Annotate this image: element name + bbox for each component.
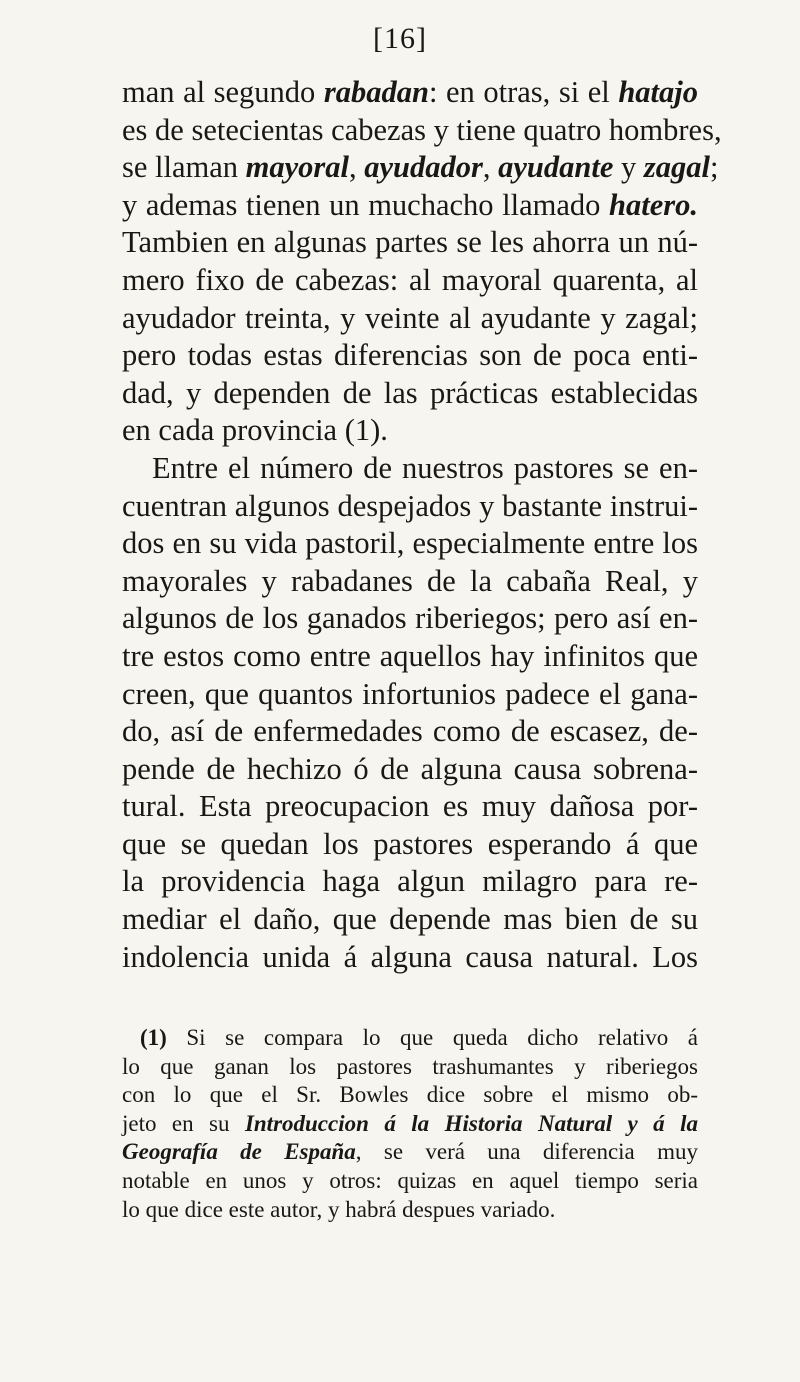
text-line: Tambien en algunas partes se les ahorra un nú- <box>122 225 698 260</box>
term-hatero: hatero. <box>609 187 698 222</box>
term-hatajo: hatajo <box>618 75 698 109</box>
text-line <box>122 74 698 112</box>
footnote-line <box>122 1110 698 1139</box>
text-run: y <box>613 150 644 185</box>
text-line: creen, que quantos infortunios padece el gana- <box>122 676 698 711</box>
text-line: dad, y dependen de las prácticas establecidas <box>122 375 698 410</box>
text-line: cuentran algunos despejados y bastante instrui- <box>122 488 698 523</box>
text-line <box>122 187 698 225</box>
term-ayudador: ayudador <box>364 150 483 185</box>
text-line: algunos de los ganados riberiegos; pero así en- <box>122 601 698 636</box>
text-run: : en otras, si el <box>428 75 619 109</box>
text-run: jeto en su <box>122 1110 245 1136</box>
text-line: la providencia haga algun milagro para re- <box>122 864 698 899</box>
text-line: en cada provincia (1). <box>122 413 388 448</box>
main-text <box>122 74 722 976</box>
footnote-line: lo que ganan los pastores trashumantes y riberiegos <box>122 1053 698 1079</box>
text-line: pende de hechizo ó de alguna causa sobrena- <box>122 751 698 786</box>
text-line: pero todas estas diferencias son de poca enti- <box>122 338 698 373</box>
footnote-marker: (1) <box>140 1025 167 1050</box>
text-run: Si se compara lo que queda dicho relativo á <box>166 1025 698 1050</box>
text-run: , <box>482 150 499 185</box>
footnote-line: notable en unos y otros: quizas en aquel tiempo seria <box>122 1167 698 1193</box>
text-line: que se quedan los pastores esperando á que <box>122 826 698 861</box>
text-run: man al segundo <box>122 75 324 109</box>
text-line: Entre el número de nuestros pastores se en- <box>152 450 698 485</box>
text-run: ; <box>709 150 719 185</box>
term-zagal: zagal <box>643 150 710 185</box>
text-run: , se verá una diferencia muy <box>355 1139 698 1165</box>
text-line: tural. Esta preocupacion es muy dañosa por- <box>122 789 698 824</box>
text-line: es de setecientas cabezas y tiene quatro hombres, <box>122 112 722 147</box>
page-number: [16] <box>373 22 427 55</box>
term-rabadan: rabadan <box>323 75 429 109</box>
footnote-line: lo que dice este autor, y habrá despues variado. <box>122 1196 556 1222</box>
text-line: ayudador treinta, y veinte al ayudante y zagal; <box>122 300 698 335</box>
text-line: mayorales y rabadanes de la cabaña Real, y <box>122 563 698 598</box>
book-title: Introduccion á la Historia Natural y á la <box>244 1110 698 1136</box>
text-line: mediar el daño, que depende mas bien de su <box>122 902 698 937</box>
text-line: tre estos como entre aquellos hay infinitos que <box>122 638 698 673</box>
footnote <box>122 1024 698 1224</box>
text-line <box>122 149 719 187</box>
text-line: indolencia unida á alguna causa natural. Los <box>122 939 698 974</box>
text-run: , <box>349 150 365 185</box>
text-line: mero fixo de cabezas: al mayoral quarenta, al <box>122 262 698 297</box>
book-title: Geografía de España <box>122 1139 356 1165</box>
footnote-line <box>122 1024 698 1053</box>
text-run: y ademas tienen un muchacho llamado <box>122 187 610 222</box>
term-ayudante: ayudante <box>498 150 614 185</box>
text-line: do, así de enfermedades como de escasez, de- <box>122 714 698 749</box>
term-mayoral: mayoral <box>245 150 350 185</box>
footnote-line: con lo que el Sr. Bowles dice sobre el mismo ob- <box>122 1082 698 1108</box>
text-line: dos en su vida pastoril, especialmente entre los <box>122 526 698 561</box>
footnote-line <box>122 1138 698 1167</box>
text-run: se llaman <box>122 150 246 185</box>
